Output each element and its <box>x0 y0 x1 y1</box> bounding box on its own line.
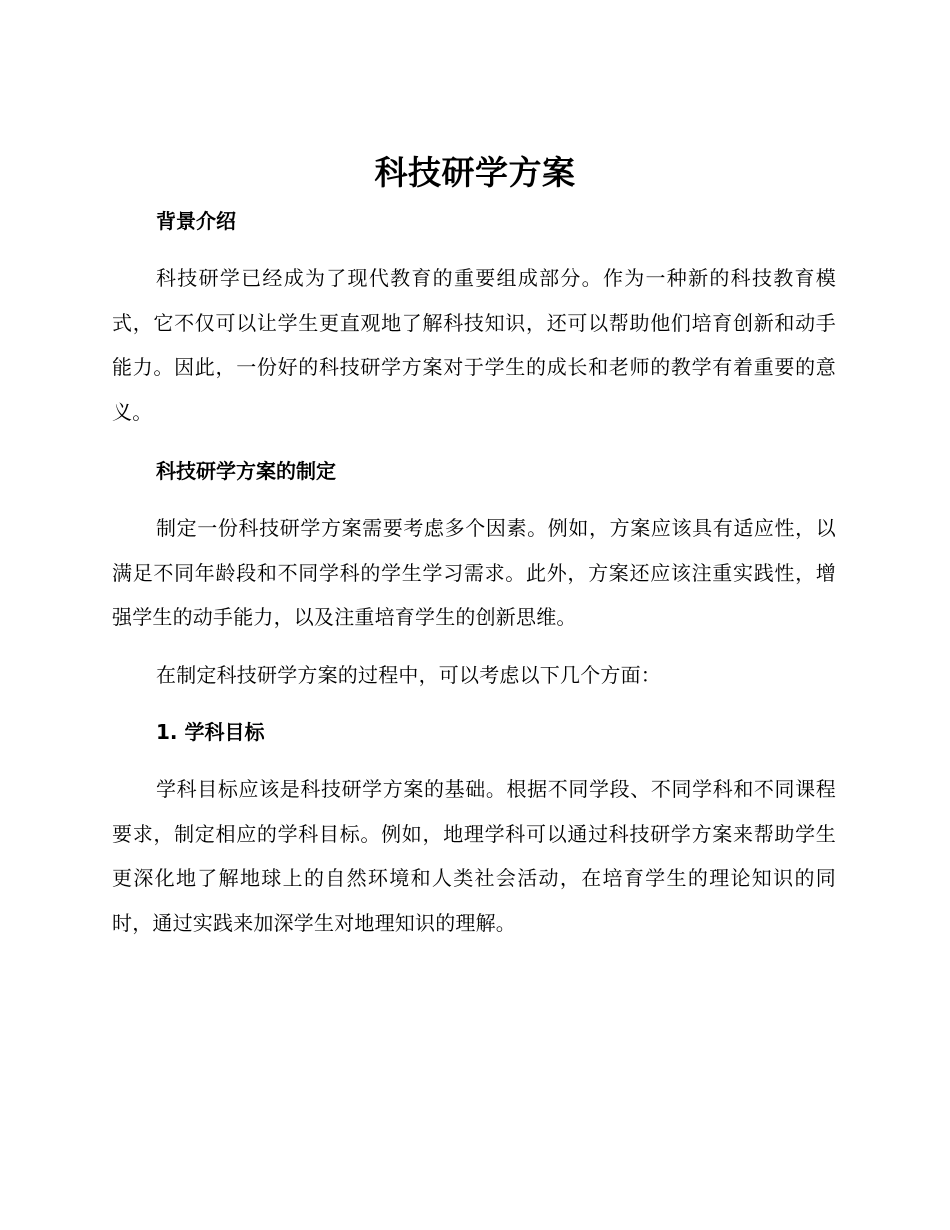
paragraph-subject-goals: 学科目标应该是科技研学方案的基础。根据不同学段、不同学科和不同课程要求，制定相应的学科目标。例如，地理学科可以通过科技研学方案来帮助学生更深化地了解地球上的自然环境和人类社会活动，在培育学生的理论知识的同时，通过实践来加深学生对地理知识的理解。 <box>112 777 836 935</box>
paragraph-plan-factors: 制定一份科技研学方案需要考虑多个因素。例如，方案应该具有适应性，以满足不同年龄段和不同学科的学生学习需求。此外，方案还应该注重实践性，增强学生的动手能力，以及注重培育学生的创新思维。 <box>112 516 836 629</box>
page-title: 科技研学方案 <box>374 153 576 192</box>
paragraph-background: 科技研学已经成为了现代教育的重要组成部分。作为一种新的科技教育模式，它不仅可以让学生更直观地了解科技知识，还可以帮助他们培育创新和动手能力。因此，一份好的科技研学方案对于学生的成长和老师的教学有着重要的意义。 <box>112 266 836 424</box>
section-heading-plan-formulation: 科技研学方案的制定 <box>156 459 336 483</box>
section-heading-background: 背景介绍 <box>156 209 236 233</box>
paragraph-plan-aspects: 在制定科技研学方案的过程中，可以考虑以下几个方面： <box>156 663 661 687</box>
section-heading-subject-goals: 1. 学科目标 <box>156 720 265 744</box>
